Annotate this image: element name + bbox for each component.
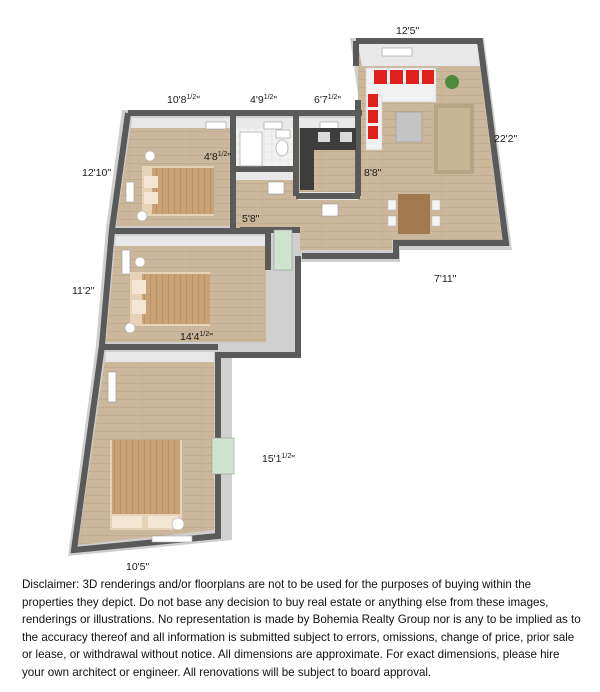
dim-kitchen-depth: 8'8": [364, 167, 382, 179]
disclaimer-text: Disclaimer: 3D renderings and/or floorplans are not to be used for the purposes of buying within the properties they depict. Do not base any decision to buy real estate or anything else from these images, renderings or illustrations. No representation is made by Bohemia Realty Group nor is any to be implied as to the accuracy thereof and all information is submitted subject to errors, omissions, change of price, prior sale or lease, or withdrawal without notice. All dimensions are approximate. For exact dimensions, please hire your own architect or engineer. All renovations will be subject to board approval.: [22, 578, 581, 679]
dim-bath-width: $4'9^{1/2}$": [250, 94, 278, 106]
dim-bedroom3-width: 10'5": [126, 561, 150, 573]
dim-bedroom2-width: $14'4^{1/2}$": [180, 331, 213, 343]
dim-bath-depth: $4'8^{1/2}$": [204, 151, 232, 163]
bed-bedroom-3: [110, 440, 192, 542]
dim-bedroom1-depth: 12'10": [82, 167, 112, 179]
dim-kitchen-width: $6'7^{1/2}$": [314, 94, 342, 106]
dim-bedroom2-depth: 11'2": [72, 285, 95, 297]
dim-hall-width: 5'8": [242, 213, 260, 225]
dim-bedroom1-width: $10'8^{1/2}$": [167, 94, 200, 106]
dim-living-width: 12'5": [396, 25, 420, 37]
dim-dining-width: 7'11": [434, 273, 457, 285]
dim-living-depth: 22'2": [494, 133, 518, 145]
dim-bedroom3-depth: $15'1^{1/2}$": [262, 453, 295, 465]
